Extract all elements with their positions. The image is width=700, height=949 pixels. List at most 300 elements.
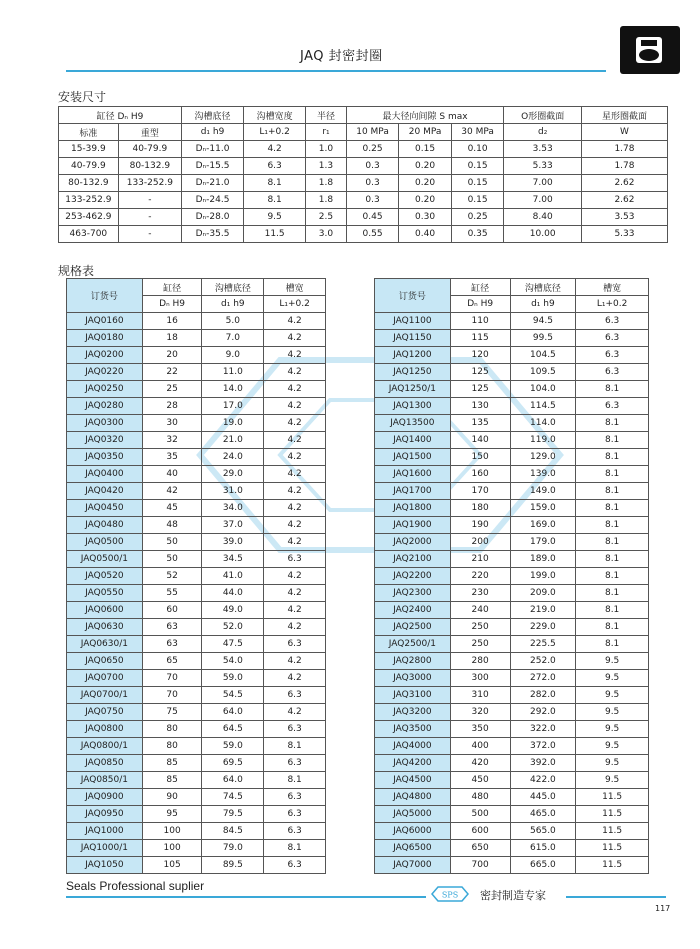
table-cell: 5.33 bbox=[504, 158, 582, 175]
table-cell: 130 bbox=[450, 398, 510, 415]
spec-section-title: 规格表 bbox=[58, 264, 95, 278]
table-cell: 4.2 bbox=[264, 517, 326, 534]
spec-row bbox=[375, 483, 649, 500]
spec-row bbox=[67, 585, 326, 602]
table-cell: 135 bbox=[450, 415, 510, 432]
spec-row bbox=[375, 466, 649, 483]
table-cell: 104.0 bbox=[510, 381, 576, 398]
table-cell: 40-79.9 bbox=[59, 158, 119, 175]
table-cell: Dₙ-11.0 bbox=[181, 141, 243, 158]
spec-row bbox=[67, 364, 326, 381]
spec-row bbox=[67, 313, 326, 330]
table-cell: 500 bbox=[450, 806, 510, 823]
table-cell: 9.5 bbox=[576, 772, 649, 789]
table-cell: 229.0 bbox=[510, 619, 576, 636]
spec-row bbox=[375, 823, 649, 840]
table-cell: 445.0 bbox=[510, 789, 576, 806]
table-cell: 0.20 bbox=[399, 192, 452, 209]
table-cell: 6.3 bbox=[264, 823, 326, 840]
order-code-cell: JAQ5000 bbox=[375, 806, 451, 823]
table-cell: 80-132.9 bbox=[118, 158, 181, 175]
spec-row bbox=[67, 415, 326, 432]
table-cell: 4.2 bbox=[264, 415, 326, 432]
table-cell: 252.0 bbox=[510, 653, 576, 670]
table-cell: 89.5 bbox=[202, 857, 264, 874]
order-code-cell: JAQ0500/1 bbox=[67, 551, 143, 568]
table-cell: 210 bbox=[450, 551, 510, 568]
spec-table-right bbox=[374, 278, 649, 874]
table-cell: 200 bbox=[450, 534, 510, 551]
table-cell: 149.0 bbox=[510, 483, 576, 500]
table-cell: 7.00 bbox=[504, 192, 582, 209]
spec-row bbox=[375, 364, 649, 381]
table-cell: 322.0 bbox=[510, 721, 576, 738]
order-code-cell: JAQ13500 bbox=[375, 415, 451, 432]
spec-row bbox=[67, 500, 326, 517]
table-cell: 600 bbox=[450, 823, 510, 840]
table-cell: 63 bbox=[142, 636, 202, 653]
table-cell: 8.1 bbox=[576, 466, 649, 483]
table-cell: 240 bbox=[450, 602, 510, 619]
spec-row bbox=[67, 687, 326, 704]
order-code-cell: JAQ1150 bbox=[375, 330, 451, 347]
table-cell: 44.0 bbox=[202, 585, 264, 602]
subheader-cell: d₂ bbox=[504, 124, 582, 141]
table-cell: 21.0 bbox=[202, 432, 264, 449]
header-bore-sub: Dₙ H9 bbox=[450, 296, 510, 313]
spec-row bbox=[67, 551, 326, 568]
order-code-cell: JAQ7000 bbox=[375, 857, 451, 874]
table-cell: 190 bbox=[450, 517, 510, 534]
table-cell: 272.0 bbox=[510, 670, 576, 687]
brand-logo bbox=[620, 26, 680, 74]
order-code-cell: JAQ0450 bbox=[67, 500, 143, 517]
logo-mark-icon bbox=[634, 35, 664, 65]
table-cell: 52 bbox=[142, 568, 202, 585]
table-cell: 422.0 bbox=[510, 772, 576, 789]
table-cell: 9.5 bbox=[576, 653, 649, 670]
table-cell: 1.78 bbox=[581, 158, 667, 175]
table-cell: 11.5 bbox=[576, 823, 649, 840]
spec-row bbox=[375, 568, 649, 585]
table-cell: 9.5 bbox=[576, 670, 649, 687]
order-code-cell: JAQ0900 bbox=[67, 789, 143, 806]
table-cell: 105 bbox=[142, 857, 202, 874]
table-cell: 6.3 bbox=[576, 364, 649, 381]
table-cell: 35 bbox=[142, 449, 202, 466]
order-code-cell: JAQ1600 bbox=[375, 466, 451, 483]
table-cell: 420 bbox=[450, 755, 510, 772]
table-cell: 19.0 bbox=[202, 415, 264, 432]
table-cell: 350 bbox=[450, 721, 510, 738]
table-cell: 11.0 bbox=[202, 364, 264, 381]
table-cell: 0.15 bbox=[399, 141, 452, 158]
table-cell: 125 bbox=[450, 364, 510, 381]
order-code-cell: JAQ2400 bbox=[375, 602, 451, 619]
footer-tagline: Seals Professional suplier bbox=[66, 879, 205, 893]
spec-row bbox=[67, 636, 326, 653]
table-cell: 42 bbox=[142, 483, 202, 500]
table-cell: 52.0 bbox=[202, 619, 264, 636]
spec-row bbox=[67, 670, 326, 687]
order-code-cell: JAQ0850 bbox=[67, 755, 143, 772]
table-cell: 48 bbox=[142, 517, 202, 534]
order-code-cell: JAQ0500 bbox=[67, 534, 143, 551]
table-cell: 80 bbox=[142, 738, 202, 755]
order-code-cell: JAQ2800 bbox=[375, 653, 451, 670]
table-cell: 225.5 bbox=[510, 636, 576, 653]
header-width: 槽宽 bbox=[264, 279, 326, 296]
table-cell: Dₙ-28.0 bbox=[181, 209, 243, 226]
table-cell: 170 bbox=[450, 483, 510, 500]
table-cell: 189.0 bbox=[510, 551, 576, 568]
order-code-cell: JAQ0800/1 bbox=[67, 738, 143, 755]
table-cell: 9.5 bbox=[576, 755, 649, 772]
table-cell: 11.5 bbox=[576, 789, 649, 806]
table-cell: 140 bbox=[450, 432, 510, 449]
order-code-cell: JAQ4200 bbox=[375, 755, 451, 772]
header-order-code: 订货号 bbox=[375, 279, 451, 313]
table-cell: 300 bbox=[450, 670, 510, 687]
spec-row bbox=[67, 432, 326, 449]
install-row bbox=[59, 141, 668, 158]
table-cell: 7.0 bbox=[202, 330, 264, 347]
spec-row bbox=[375, 840, 649, 857]
table-cell: 4.2 bbox=[264, 670, 326, 687]
table-cell: 15-39.9 bbox=[59, 141, 119, 158]
table-cell: 0.15 bbox=[451, 158, 504, 175]
table-cell: 45 bbox=[142, 500, 202, 517]
table-cell: 47.5 bbox=[202, 636, 264, 653]
table-cell: 3.0 bbox=[306, 226, 347, 243]
table-cell: 0.25 bbox=[451, 209, 504, 226]
spec-row bbox=[375, 500, 649, 517]
table-cell: 70 bbox=[142, 687, 202, 704]
order-code-cell: JAQ0300 bbox=[67, 415, 143, 432]
order-code-cell: JAQ1300 bbox=[375, 398, 451, 415]
spec-row bbox=[67, 466, 326, 483]
order-code-cell: JAQ6500 bbox=[375, 840, 451, 857]
install-row bbox=[59, 226, 668, 243]
table-cell: 84.5 bbox=[202, 823, 264, 840]
table-cell: 0.20 bbox=[399, 175, 452, 192]
header-order-code: 订货号 bbox=[67, 279, 143, 313]
subheader-cell: L₁+0.2 bbox=[244, 124, 306, 141]
table-cell: 85 bbox=[142, 755, 202, 772]
table-cell: 6.3 bbox=[264, 636, 326, 653]
table-cell: 114.5 bbox=[510, 398, 576, 415]
spec-row bbox=[67, 602, 326, 619]
table-cell: 6.3 bbox=[264, 789, 326, 806]
order-code-cell: JAQ0200 bbox=[67, 347, 143, 364]
table-cell: 34.5 bbox=[202, 551, 264, 568]
order-code-cell: JAQ2100 bbox=[375, 551, 451, 568]
order-code-cell: JAQ0750 bbox=[67, 704, 143, 721]
table-cell: 230 bbox=[450, 585, 510, 602]
table-cell: 31.0 bbox=[202, 483, 264, 500]
table-cell: 8.1 bbox=[576, 602, 649, 619]
table-cell: 10.00 bbox=[504, 226, 582, 243]
table-cell: 282.0 bbox=[510, 687, 576, 704]
order-code-cell: JAQ1800 bbox=[375, 500, 451, 517]
table-cell: 250 bbox=[450, 636, 510, 653]
header-groove: 沟槽底径 bbox=[202, 279, 264, 296]
table-cell: 4.2 bbox=[264, 653, 326, 670]
spec-row bbox=[375, 721, 649, 738]
table-cell: 64.0 bbox=[202, 772, 264, 789]
table-cell: 9.0 bbox=[202, 347, 264, 364]
table-cell: 4.2 bbox=[264, 398, 326, 415]
table-cell: 40 bbox=[142, 466, 202, 483]
install-row bbox=[59, 175, 668, 192]
spec-row bbox=[375, 585, 649, 602]
table-cell: 14.0 bbox=[202, 381, 264, 398]
table-cell: 463-700 bbox=[59, 226, 119, 243]
table-cell: 60 bbox=[142, 602, 202, 619]
table-cell: 220 bbox=[450, 568, 510, 585]
install-subheader-row bbox=[59, 124, 668, 141]
footer-divider-left bbox=[66, 896, 426, 898]
table-cell: 24.0 bbox=[202, 449, 264, 466]
table-cell: 199.0 bbox=[510, 568, 576, 585]
spec-row bbox=[375, 704, 649, 721]
header-groove-sub: d₁ h9 bbox=[510, 296, 576, 313]
order-code-cell: JAQ0850/1 bbox=[67, 772, 143, 789]
table-cell: 9.5 bbox=[576, 721, 649, 738]
table-cell: 8.1 bbox=[264, 840, 326, 857]
spec-row bbox=[375, 517, 649, 534]
subheader-cell: W bbox=[581, 124, 667, 141]
table-cell: 11.5 bbox=[576, 857, 649, 874]
order-code-cell: JAQ4500 bbox=[375, 772, 451, 789]
table-cell: 615.0 bbox=[510, 840, 576, 857]
table-cell: 0.35 bbox=[451, 226, 504, 243]
order-code-cell: JAQ0650 bbox=[67, 653, 143, 670]
table-cell: 6.3 bbox=[264, 687, 326, 704]
header-bore-sub: Dₙ H9 bbox=[142, 296, 202, 313]
table-cell: 0.3 bbox=[346, 192, 399, 209]
order-code-cell: JAQ3100 bbox=[375, 687, 451, 704]
spec-row bbox=[375, 687, 649, 704]
table-cell: 40-79.9 bbox=[118, 141, 181, 158]
order-code-cell: JAQ1250 bbox=[375, 364, 451, 381]
order-code-cell: JAQ0520 bbox=[67, 568, 143, 585]
install-row bbox=[59, 158, 668, 175]
table-cell: 7.00 bbox=[504, 175, 582, 192]
table-cell: 4.2 bbox=[264, 619, 326, 636]
table-cell: 9.5 bbox=[576, 738, 649, 755]
table-cell: 8.40 bbox=[504, 209, 582, 226]
table-cell: 64.5 bbox=[202, 721, 264, 738]
spec-row bbox=[375, 636, 649, 653]
order-code-cell: JAQ2500 bbox=[375, 619, 451, 636]
spec-row bbox=[375, 551, 649, 568]
spec-row bbox=[67, 772, 326, 789]
spec-row bbox=[375, 602, 649, 619]
table-cell: 11.5 bbox=[576, 806, 649, 823]
table-cell: 1.8 bbox=[306, 175, 347, 192]
table-cell: 6.3 bbox=[576, 330, 649, 347]
table-cell: 8.1 bbox=[576, 381, 649, 398]
spec-row bbox=[67, 534, 326, 551]
table-cell: 4.2 bbox=[264, 568, 326, 585]
table-cell: 9.5 bbox=[576, 704, 649, 721]
spec-row bbox=[375, 347, 649, 364]
table-cell: 160 bbox=[450, 466, 510, 483]
table-cell: 69.5 bbox=[202, 755, 264, 772]
subheader-cell: 重型 bbox=[118, 124, 181, 141]
header-oring: O形圈截面 bbox=[504, 107, 582, 124]
table-cell: 29.0 bbox=[202, 466, 264, 483]
table-cell: 8.1 bbox=[576, 415, 649, 432]
table-cell: 4.2 bbox=[264, 483, 326, 500]
table-cell: 480 bbox=[450, 789, 510, 806]
table-cell: 8.1 bbox=[576, 517, 649, 534]
spec-row bbox=[375, 619, 649, 636]
order-code-cell: JAQ0700/1 bbox=[67, 687, 143, 704]
table-cell: 4.2 bbox=[264, 364, 326, 381]
table-cell: 8.1 bbox=[576, 534, 649, 551]
table-cell: 250 bbox=[450, 619, 510, 636]
header-bore: 缸径 bbox=[450, 279, 510, 296]
table-cell: Dₙ-24.5 bbox=[181, 192, 243, 209]
table-cell: 169.0 bbox=[510, 517, 576, 534]
table-cell: 79.5 bbox=[202, 806, 264, 823]
table-cell: 310 bbox=[450, 687, 510, 704]
table-cell: 6.3 bbox=[576, 398, 649, 415]
header-star: 星形圈截面 bbox=[581, 107, 667, 124]
table-cell: 4.2 bbox=[264, 585, 326, 602]
table-cell: - bbox=[118, 209, 181, 226]
order-code-cell: JAQ2300 bbox=[375, 585, 451, 602]
table-cell: 63 bbox=[142, 619, 202, 636]
table-cell: 18 bbox=[142, 330, 202, 347]
table-cell: 2.5 bbox=[306, 209, 347, 226]
table-cell: 80-132.9 bbox=[59, 175, 119, 192]
table-cell: - bbox=[118, 226, 181, 243]
table-cell: 6.3 bbox=[264, 721, 326, 738]
table-cell: 17.0 bbox=[202, 398, 264, 415]
order-code-cell: JAQ3000 bbox=[375, 670, 451, 687]
spec-row bbox=[67, 449, 326, 466]
table-cell: 4.2 bbox=[264, 500, 326, 517]
table-cell: 133-252.9 bbox=[118, 175, 181, 192]
table-cell: 70 bbox=[142, 670, 202, 687]
table-cell: - bbox=[118, 192, 181, 209]
table-cell: 4.2 bbox=[264, 602, 326, 619]
table-cell: 59.0 bbox=[202, 670, 264, 687]
order-code-cell: JAQ0600 bbox=[67, 602, 143, 619]
table-cell: 465.0 bbox=[510, 806, 576, 823]
table-cell: 0.3 bbox=[346, 175, 399, 192]
order-code-cell: JAQ0250 bbox=[67, 381, 143, 398]
table-cell: 1.78 bbox=[581, 141, 667, 158]
table-cell: 280 bbox=[450, 653, 510, 670]
footer-slogan: 密封制造专家 bbox=[480, 889, 546, 902]
table-cell: 0.15 bbox=[451, 192, 504, 209]
order-code-cell: JAQ0630/1 bbox=[67, 636, 143, 653]
table-cell: 4.2 bbox=[264, 466, 326, 483]
header-bore: 缸径 bbox=[142, 279, 202, 296]
table-cell: 110 bbox=[450, 313, 510, 330]
table-cell: 30 bbox=[142, 415, 202, 432]
table-cell: 129.0 bbox=[510, 449, 576, 466]
table-cell: 100 bbox=[142, 823, 202, 840]
header-gap: 最大径向间隙 S max bbox=[346, 107, 504, 124]
table-cell: 0.15 bbox=[451, 175, 504, 192]
page-title: JAQ 封密封圈 bbox=[300, 49, 383, 64]
spec-row bbox=[375, 415, 649, 432]
table-cell: 133-252.9 bbox=[59, 192, 119, 209]
order-code-cell: JAQ3500 bbox=[375, 721, 451, 738]
table-cell: 54.0 bbox=[202, 653, 264, 670]
table-cell: 8.1 bbox=[576, 483, 649, 500]
order-code-cell: JAQ1000 bbox=[67, 823, 143, 840]
spec-row bbox=[375, 653, 649, 670]
table-cell: 8.1 bbox=[576, 500, 649, 517]
table-cell: Dₙ-35.5 bbox=[181, 226, 243, 243]
install-section-title: 安装尺寸 bbox=[58, 90, 107, 104]
table-cell: 5.0 bbox=[202, 313, 264, 330]
table-cell: 0.3 bbox=[346, 158, 399, 175]
table-cell: 8.1 bbox=[576, 568, 649, 585]
table-cell: 8.1 bbox=[576, 636, 649, 653]
table-cell: 8.1 bbox=[576, 432, 649, 449]
spec-row bbox=[67, 806, 326, 823]
table-cell: 94.5 bbox=[510, 313, 576, 330]
spec-row bbox=[67, 721, 326, 738]
table-cell: 565.0 bbox=[510, 823, 576, 840]
order-code-cell: JAQ0700 bbox=[67, 670, 143, 687]
subheader-cell: 标准 bbox=[59, 124, 119, 141]
spec-row bbox=[67, 704, 326, 721]
header-groove-dia: 沟槽底径 bbox=[181, 107, 243, 124]
header-width: 槽宽 bbox=[576, 279, 649, 296]
table-cell: 22 bbox=[142, 364, 202, 381]
table-cell: 49.0 bbox=[202, 602, 264, 619]
table-cell: 39.0 bbox=[202, 534, 264, 551]
table-cell: 25 bbox=[142, 381, 202, 398]
spec-row bbox=[67, 619, 326, 636]
header-radius: 半径 bbox=[306, 107, 347, 124]
table-cell: 219.0 bbox=[510, 602, 576, 619]
table-cell: 0.30 bbox=[399, 209, 452, 226]
table-cell: 41.0 bbox=[202, 568, 264, 585]
table-cell: 9.5 bbox=[244, 209, 306, 226]
table-cell: 8.1 bbox=[576, 585, 649, 602]
table-cell: 109.5 bbox=[510, 364, 576, 381]
table-cell: 3.53 bbox=[581, 209, 667, 226]
table-cell: 115 bbox=[450, 330, 510, 347]
table-cell: 34.0 bbox=[202, 500, 264, 517]
table-cell: 11.5 bbox=[576, 840, 649, 857]
subheader-cell: 10 MPa bbox=[346, 124, 399, 141]
subheader-cell: r₁ bbox=[306, 124, 347, 141]
table-cell: 6.3 bbox=[244, 158, 306, 175]
table-cell: 179.0 bbox=[510, 534, 576, 551]
spec-row bbox=[375, 857, 649, 874]
header-width-sub: L₁+0.2 bbox=[264, 296, 326, 313]
table-cell: 95 bbox=[142, 806, 202, 823]
spec-row bbox=[375, 789, 649, 806]
table-cell: 0.55 bbox=[346, 226, 399, 243]
table-cell: 119.0 bbox=[510, 432, 576, 449]
table-cell: 28 bbox=[142, 398, 202, 415]
order-code-cell: JAQ0400 bbox=[67, 466, 143, 483]
install-dimensions-table bbox=[58, 106, 668, 243]
table-cell: 392.0 bbox=[510, 755, 576, 772]
spec-table-left bbox=[66, 278, 326, 874]
